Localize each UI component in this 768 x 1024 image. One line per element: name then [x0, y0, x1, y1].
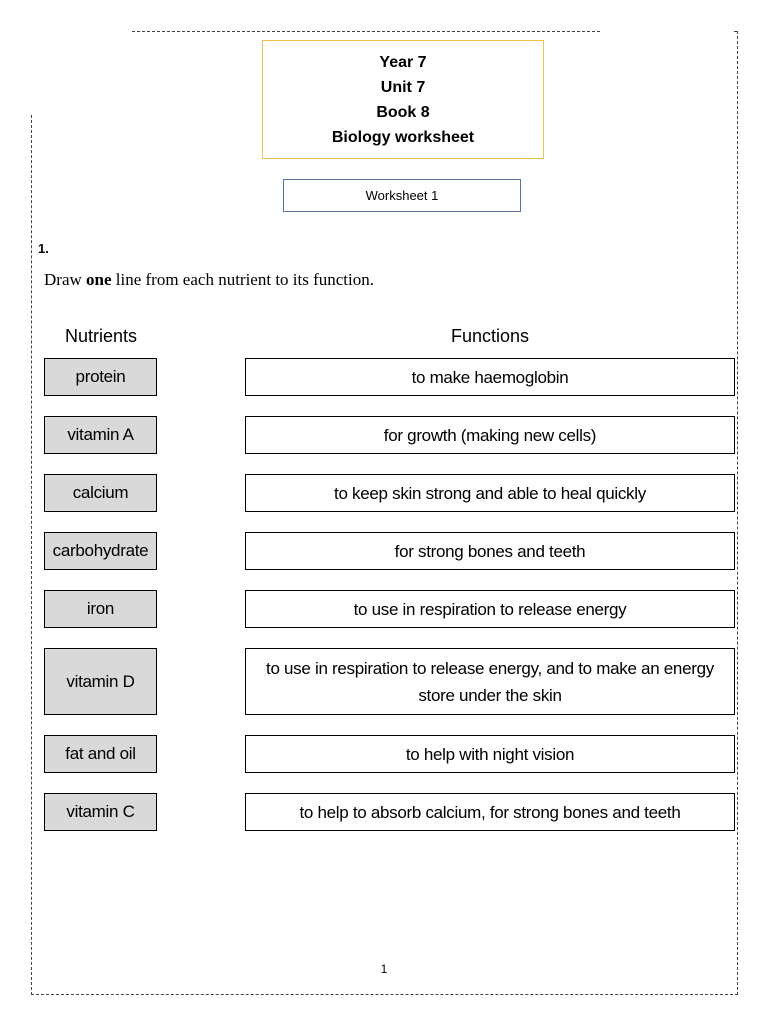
- functions-column-heading: Functions: [450, 326, 530, 346]
- title-year: Year 7: [379, 53, 427, 71]
- function-box-haemoglobin[interactable]: to make haemoglobin: [245, 358, 735, 396]
- function-box-absorb-calcium[interactable]: to help to absorb calcium, for strong bones and teeth: [245, 793, 735, 831]
- nutrients-column-heading: Nutrients: [64, 326, 138, 346]
- function-box-energy-store[interactable]: to use in respiration to release energy, and to make an energy store under the skin: [245, 648, 735, 715]
- nutrient-box-carbohydrate[interactable]: carbohydrate: [44, 532, 157, 570]
- function-box-night-vision[interactable]: to help with night vision: [245, 735, 735, 773]
- nutrient-box-calcium[interactable]: calcium: [44, 474, 157, 512]
- instruction-text-end: line from each nutrient to its function.: [111, 270, 375, 289]
- instruction-emphasis: one: [86, 270, 112, 289]
- instruction-text-start: Draw: [44, 270, 87, 289]
- title-unit: Unit 7: [380, 78, 426, 96]
- worksheet-label: Worksheet 1: [283, 179, 521, 212]
- nutrient-box-fat-and-oil[interactable]: fat and oil: [44, 735, 157, 773]
- function-box-respiration[interactable]: to use in respiration to release energy: [245, 590, 735, 628]
- page-border-top: [132, 31, 600, 32]
- page-border-bottom: [31, 994, 738, 995]
- nutrient-box-vitamin-d[interactable]: vitamin D: [44, 648, 157, 715]
- nutrient-box-iron[interactable]: iron: [44, 590, 157, 628]
- page-number: 1: [380, 962, 388, 976]
- question-instruction: [44, 270, 374, 290]
- title-box: [262, 40, 544, 159]
- title-book: Book 8: [376, 103, 430, 121]
- page-border-left: [31, 115, 32, 995]
- function-box-bones-teeth[interactable]: for strong bones and teeth: [245, 532, 735, 570]
- function-box-skin[interactable]: to keep skin strong and able to heal quickly: [245, 474, 735, 512]
- page-border-right: [737, 31, 738, 995]
- title-subject: Biology worksheet: [331, 128, 475, 146]
- question-number: 1.: [38, 241, 49, 256]
- nutrient-box-vitamin-a[interactable]: vitamin A: [44, 416, 157, 454]
- nutrient-box-vitamin-c[interactable]: vitamin C: [44, 793, 157, 831]
- nutrient-box-protein[interactable]: protein: [44, 358, 157, 396]
- function-box-growth[interactable]: for growth (making new cells): [245, 416, 735, 454]
